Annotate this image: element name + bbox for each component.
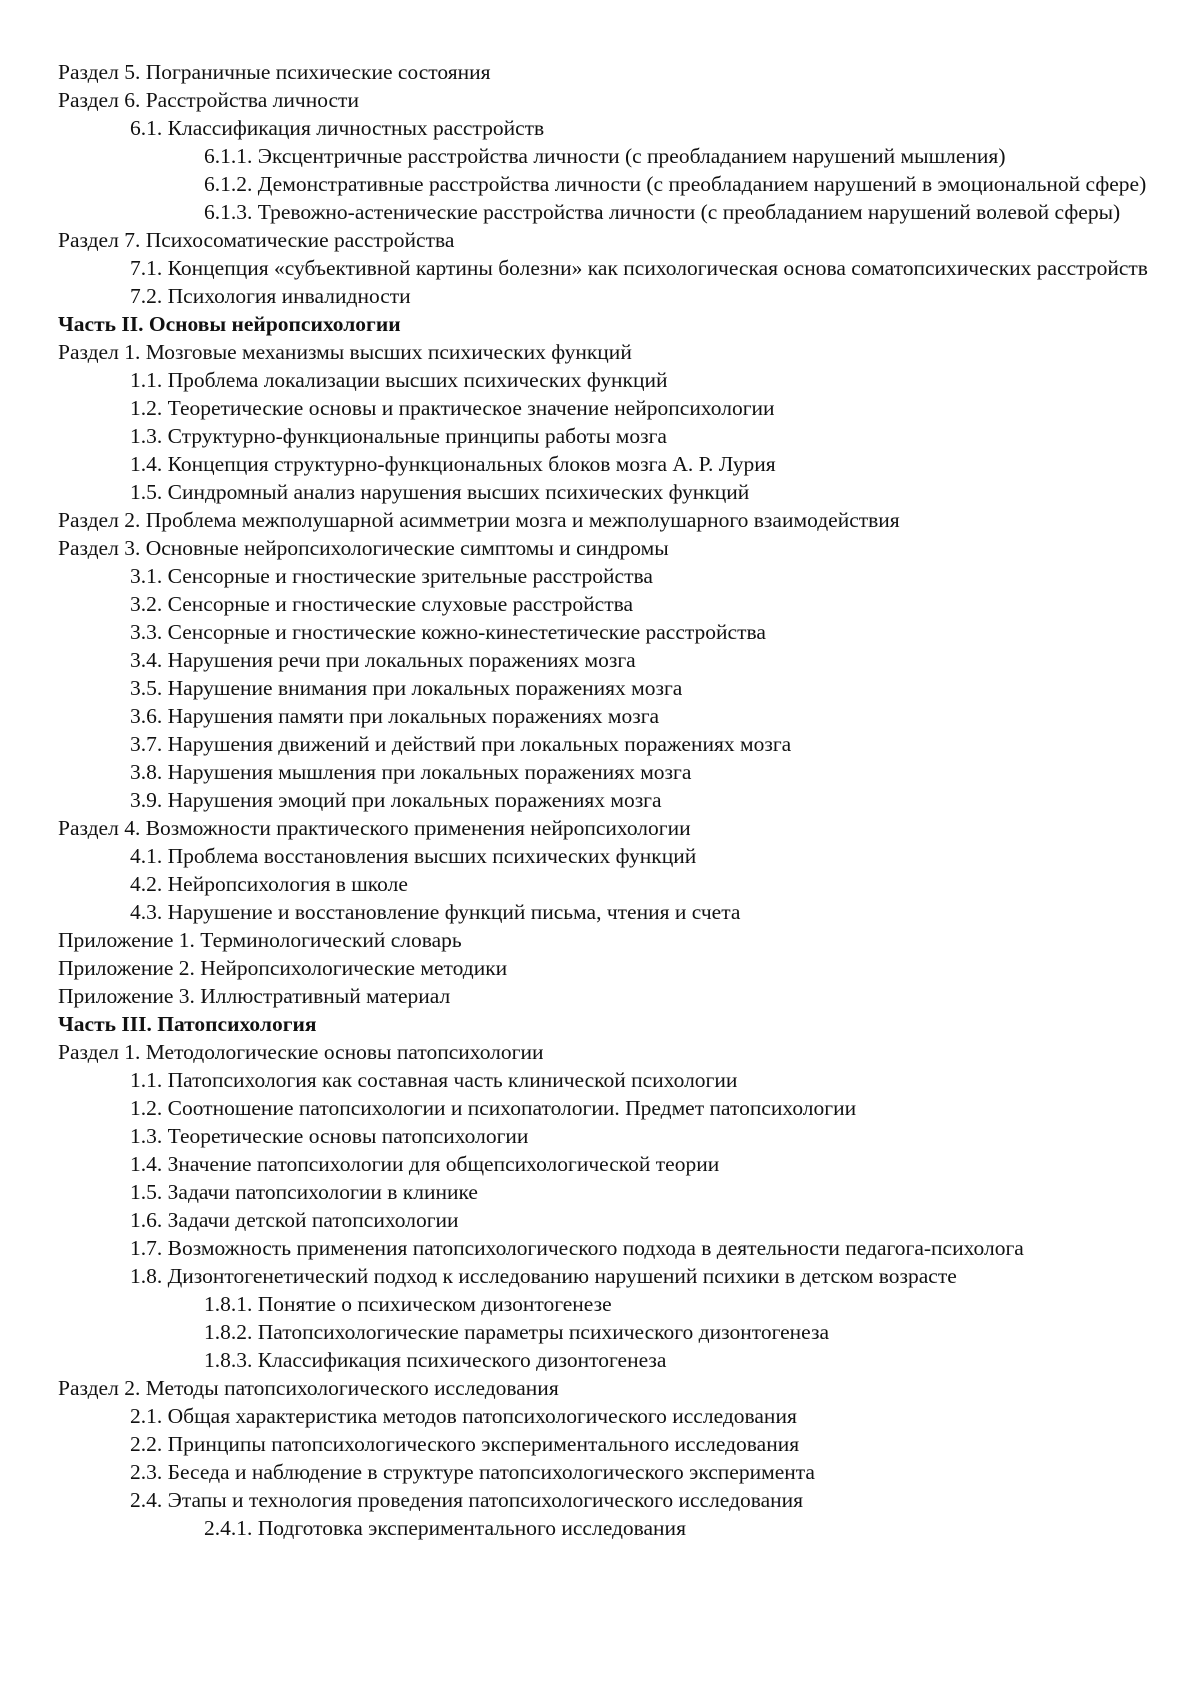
toc-entry-level-0: Раздел 3. Основные нейропсихологические симптомы и синдромы <box>58 536 669 560</box>
toc-entry-level-1: 4.2. Нейропсихология в школе <box>130 872 408 896</box>
table-of-contents <box>58 58 1148 1542</box>
toc-entry-level-1: 2.4. Этапы и технология проведения патопсихологического исследования <box>130 1488 804 1512</box>
toc-entry-level-1: 1.7. Возможность применения патопсихологического подхода в деятельности педагога-психолога <box>130 1236 1024 1260</box>
toc-entry-level-0: Раздел 2. Методы патопсихологического исследования <box>58 1376 559 1400</box>
part-heading: Часть II. Основы нейропсихологии <box>58 312 401 336</box>
toc-entry-level-1: 3.6. Нарушения памяти при локальных поражениях мозга <box>130 704 660 728</box>
toc-entry-level-1: 1.3. Структурно-функциональные принципы работы мозга <box>130 424 667 448</box>
toc-entry-level-1: 1.4. Значение патопсихологии для общепсихологической теории <box>130 1152 720 1176</box>
toc-entry-level-0: Раздел 1. Мозговые механизмы высших психических функций <box>58 340 632 364</box>
toc-entry-level-1: 1.2. Теоретические основы и практическое значение нейропсихологии <box>130 396 775 420</box>
toc-entry-level-2: 1.8.2. Патопсихологические параметры психического дизонтогенеза <box>204 1320 830 1344</box>
part-heading: Часть III. Патопсихология <box>58 1012 317 1036</box>
toc-entry-level-1: 1.3. Теоретические основы патопсихологии <box>130 1124 529 1148</box>
toc-entry-level-0: Раздел 2. Проблема межполушарной асимметрии мозга и межполушарного взаимодействия <box>58 508 900 532</box>
toc-entry-level-0: Раздел 1. Методологические основы патопсихологии <box>58 1040 544 1064</box>
toc-entry-level-1: 1.5. Задачи патопсихологии в клинике <box>130 1180 478 1204</box>
toc-entry-level-2: 2.4.1. Подготовка экспериментального исследования <box>204 1516 686 1540</box>
toc-entry-level-1: 6.1. Классификация личностных расстройств <box>130 116 545 140</box>
toc-entry-level-1: 1.8. Дизонтогенетический подход к исследованию нарушений психики в детском возрасте <box>130 1264 957 1288</box>
toc-entry-level-1: 3.5. Нарушение внимания при локальных поражениях мозга <box>130 676 683 700</box>
toc-entry-level-1: 3.7. Нарушения движений и действий при локальных поражениях мозга <box>130 732 792 756</box>
toc-entry-level-1: 1.1. Проблема локализации высших психических функций <box>130 368 668 392</box>
toc-entry-level-1: 3.3. Сенсорные и гностические кожно-кинестетические расстройства <box>130 620 766 644</box>
toc-entry-level-1: 1.5. Синдромный анализ нарушения высших психических функций <box>130 480 750 504</box>
toc-entry-level-0: Приложение 3. Иллюстративный материал <box>58 984 451 1008</box>
toc-entry-level-1: 1.1. Патопсихология как составная часть клинической психологии <box>130 1068 738 1092</box>
toc-entry-level-1: 3.8. Нарушения мышления при локальных поражениях мозга <box>130 760 692 784</box>
toc-entry-level-2: 1.8.3. Классификация психического дизонтогенеза <box>204 1348 667 1372</box>
toc-entry-level-0: Раздел 6. Расстройства личности <box>58 88 359 112</box>
toc-entry-level-1: 3.4. Нарушения речи при локальных поражениях мозга <box>130 648 636 672</box>
toc-entry-level-0: Раздел 7. Психосоматические расстройства <box>58 228 455 252</box>
toc-entry-level-1: 1.2. Соотношение патопсихологии и психопатологии. Предмет патопсихологии <box>130 1096 857 1120</box>
toc-entry-level-2: 6.1.1. Эксцентричные расстройства личности (с преобладанием нарушений мышления) <box>204 144 1006 168</box>
toc-entry-level-0: Приложение 1. Терминологический словарь <box>58 928 462 952</box>
toc-entry-level-1: 2.3. Беседа и наблюдение в структуре патопсихологического эксперимента <box>130 1460 815 1484</box>
toc-entry-level-1: 3.2. Сенсорные и гностические слуховые расстройства <box>130 592 634 616</box>
toc-entry-level-1: 7.1. Концепция «субъективной картины болезни» как психологическая основа соматопсихических расстройств <box>130 256 1148 280</box>
toc-entry-level-1: 4.1. Проблема восстановления высших психических функций <box>130 844 697 868</box>
toc-entry-level-0: Раздел 4. Возможности практического применения нейропсихологии <box>58 816 691 840</box>
toc-entry-level-1: 1.6. Задачи детской патопсихологии <box>130 1208 459 1232</box>
toc-entry-level-1: 7.2. Психология инвалидности <box>130 284 411 308</box>
toc-entry-level-1: 2.2. Принципы патопсихологического экспериментального исследования <box>130 1432 800 1456</box>
toc-entry-level-1: 2.1. Общая характеристика методов патопсихологического исследования <box>130 1404 797 1428</box>
toc-entry-level-0: Приложение 2. Нейропсихологические методики <box>58 956 508 980</box>
toc-entry-level-2: 6.1.2. Демонстративные расстройства личности (с преобладанием нарушений в эмоциональной сфере) <box>204 172 1147 196</box>
toc-entry-level-2: 6.1.3. Тревожно-астенические расстройства личности (с преобладанием нарушений волевой сферы) <box>204 200 1121 224</box>
toc-entry-level-1: 1.4. Концепция структурно-функциональных блоков мозга А. Р. Лурия <box>130 452 776 476</box>
toc-entry-level-1: 4.3. Нарушение и восстановление функций письма, чтения и счета <box>130 900 741 924</box>
toc-entry-level-1: 3.1. Сенсорные и гностические зрительные расстройства <box>130 564 653 588</box>
toc-entry-level-0: Раздел 5. Пограничные психические состояния <box>58 60 491 84</box>
toc-entry-level-2: 1.8.1. Понятие о психическом дизонтогенезе <box>204 1292 612 1316</box>
toc-entry-level-1: 3.9. Нарушения эмоций при локальных поражениях мозга <box>130 788 662 812</box>
